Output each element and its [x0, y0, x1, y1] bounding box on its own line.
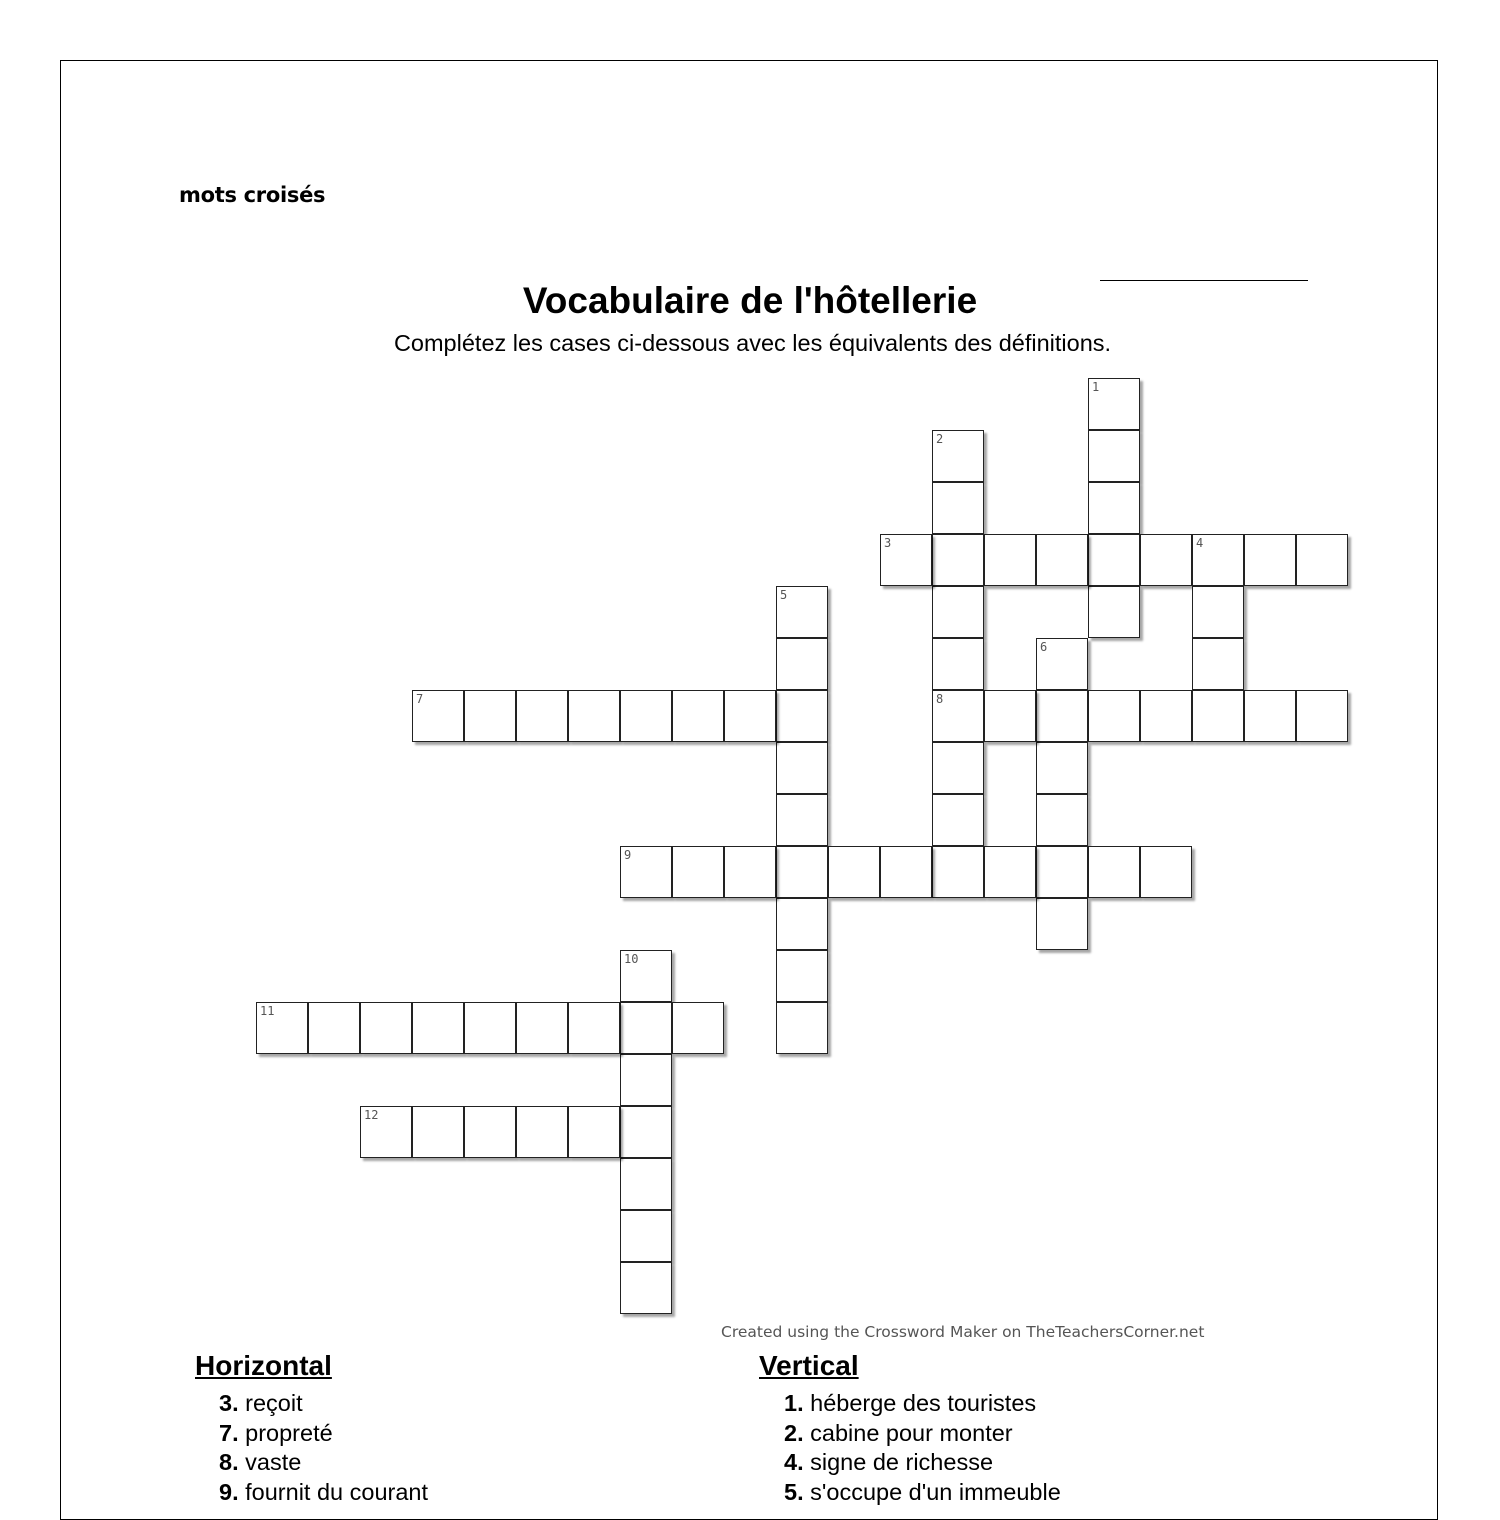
clue-number: 1. [784, 1390, 804, 1416]
cell-number: 12 [364, 1108, 379, 1122]
crossword-cell[interactable] [1244, 690, 1296, 742]
crossword-cell[interactable] [1088, 586, 1140, 638]
cell-number: 11 [260, 1004, 275, 1018]
page-subtitle: Complétez les cases ci-dessous avec les équivalents des définitions. [393, 330, 1112, 356]
page-title: Vocabulaire de l'hôtellerie [522, 280, 978, 321]
crossword-cell[interactable] [776, 898, 828, 950]
crossword-cell[interactable] [932, 534, 984, 586]
crossword-cell[interactable] [1192, 638, 1244, 690]
crossword-cell[interactable] [776, 742, 828, 794]
clue-text: vaste [238, 1449, 302, 1475]
clue-text: fournit du courant [238, 1478, 429, 1505]
crossword-cell[interactable] [1192, 690, 1244, 742]
crossword-cell[interactable] [1296, 534, 1348, 586]
crossword-cell[interactable] [776, 950, 828, 1002]
clue-text: signe de richesse [803, 1449, 994, 1475]
crossword-cell[interactable] [932, 586, 984, 638]
crossword-cell[interactable] [724, 690, 776, 742]
clue-item [219, 1478, 428, 1508]
clue-text: héberge des touristes [803, 1390, 1037, 1416]
crossword-cell[interactable] [1088, 378, 1140, 430]
crossword-cell[interactable] [1088, 482, 1140, 534]
cell-number: 10 [624, 952, 639, 966]
crossword-cell[interactable] [1088, 534, 1140, 586]
crossword-cell[interactable] [932, 794, 984, 846]
clue-number: 8. [219, 1449, 239, 1475]
crossword-cell[interactable] [1036, 690, 1088, 742]
crossword-cell[interactable] [568, 1002, 620, 1054]
clue-number: 9. [219, 1478, 239, 1505]
clue-text: cabine pour monter [803, 1419, 1013, 1446]
crossword-cell[interactable] [672, 1002, 724, 1054]
clue-item [219, 1448, 428, 1478]
cell-number: 9 [624, 848, 632, 862]
clue-text: s'occupe d'un immeuble [803, 1478, 1061, 1505]
document-label: mots croisés [179, 183, 326, 207]
cell-number: 2 [936, 432, 944, 446]
crossword-cell[interactable] [1036, 898, 1088, 950]
crossword-cell[interactable] [308, 1002, 360, 1054]
crossword-cell[interactable] [360, 1002, 412, 1054]
crossword-cell[interactable] [1192, 586, 1244, 638]
crossword-cell[interactable] [1036, 846, 1088, 898]
crossword-cell[interactable] [1140, 690, 1192, 742]
crossword-cell[interactable] [776, 586, 828, 638]
crossword-cell[interactable] [412, 690, 464, 742]
cell-number: 1 [1092, 380, 1100, 394]
crossword-cell[interactable] [932, 846, 984, 898]
crossword-cell[interactable] [1036, 742, 1088, 794]
crossword-cell[interactable] [1140, 534, 1192, 586]
crossword-cell[interactable] [776, 846, 828, 898]
cell-number: 7 [416, 692, 424, 706]
crossword-cell[interactable] [880, 534, 932, 586]
crossword-cell[interactable] [932, 690, 984, 742]
crossword-cell[interactable] [464, 1106, 516, 1158]
crossword-cell[interactable] [464, 690, 516, 742]
crossword-cell[interactable] [724, 846, 776, 898]
crossword-cell[interactable] [412, 1002, 464, 1054]
crossword-cell[interactable] [1088, 690, 1140, 742]
horizontal-clue-list [219, 1389, 428, 1507]
crossword-cell[interactable] [620, 690, 672, 742]
crossword-cell[interactable] [516, 1002, 568, 1054]
crossword-cell[interactable] [1036, 794, 1088, 846]
crossword-cell[interactable] [828, 846, 880, 898]
crossword-cell[interactable] [1140, 846, 1192, 898]
crossword-cell[interactable] [568, 1106, 620, 1158]
crossword-cell[interactable] [620, 1002, 672, 1054]
crossword-cell[interactable] [464, 1002, 516, 1054]
clue-item [219, 1389, 428, 1419]
crossword-cell[interactable] [984, 690, 1036, 742]
crossword-cell[interactable] [620, 1106, 672, 1158]
crossword-cell[interactable] [360, 1106, 412, 1158]
clue-number: 4. [784, 1449, 804, 1475]
crossword-cell[interactable] [620, 1262, 672, 1314]
cell-number: 6 [1040, 640, 1048, 654]
crossword-cell[interactable] [776, 794, 828, 846]
crossword-cell[interactable] [1036, 534, 1088, 586]
crossword-cell[interactable] [568, 690, 620, 742]
crossword-cell[interactable] [620, 846, 672, 898]
crossword-cell[interactable] [672, 690, 724, 742]
crossword-cell[interactable] [776, 690, 828, 742]
crossword-cell[interactable] [776, 638, 828, 690]
clue-item [219, 1419, 428, 1449]
crossword-cell[interactable] [412, 1106, 464, 1158]
crossword-cell[interactable] [776, 1002, 828, 1054]
cell-number: 8 [936, 692, 944, 706]
clue-number: 2. [784, 1419, 804, 1446]
cell-number: 5 [780, 588, 788, 602]
crossword-cell[interactable] [932, 638, 984, 690]
clue-text: propreté [238, 1419, 333, 1446]
crossword-cell[interactable] [984, 534, 1036, 586]
crossword-cell[interactable] [620, 1158, 672, 1210]
vertical-heading: Vertical [759, 1350, 859, 1381]
crossword-cell[interactable] [880, 846, 932, 898]
crossword-cell[interactable] [984, 846, 1036, 898]
crossword-cell[interactable] [516, 1106, 568, 1158]
clue-number: 5. [784, 1478, 804, 1505]
crossword-cell[interactable] [1088, 430, 1140, 482]
crossword-cell[interactable] [932, 430, 984, 482]
crossword-cell[interactable] [932, 482, 984, 534]
crossword-cell[interactable] [620, 950, 672, 1002]
crossword-cell[interactable] [620, 1210, 672, 1262]
crossword-cell[interactable] [1088, 846, 1140, 898]
clue-number: 3. [219, 1390, 239, 1416]
cell-number: 4 [1196, 536, 1204, 550]
clue-item [784, 1389, 1061, 1419]
clue-number: 7. [219, 1419, 239, 1446]
crossword-cell[interactable] [256, 1002, 308, 1054]
horizontal-heading: Horizontal [195, 1350, 332, 1381]
crossword-cell[interactable] [516, 690, 568, 742]
crossword-cell[interactable] [1296, 690, 1348, 742]
crossword-cell[interactable] [1244, 534, 1296, 586]
credit-text: Created using the Crossword Maker on TheTeachersCorner.net [721, 1323, 1205, 1341]
crossword-cell[interactable] [1036, 638, 1088, 690]
crossword-cell[interactable] [672, 846, 724, 898]
crossword-cell[interactable] [620, 1054, 672, 1106]
cell-number: 3 [884, 536, 892, 550]
crossword-cell[interactable] [932, 742, 984, 794]
vertical-clue-list [784, 1389, 1061, 1507]
clue-item [784, 1478, 1061, 1508]
clue-item [784, 1448, 1061, 1478]
clue-item [784, 1419, 1061, 1449]
crossword-cell[interactable] [1192, 534, 1244, 586]
clue-text: reçoit [238, 1390, 303, 1416]
